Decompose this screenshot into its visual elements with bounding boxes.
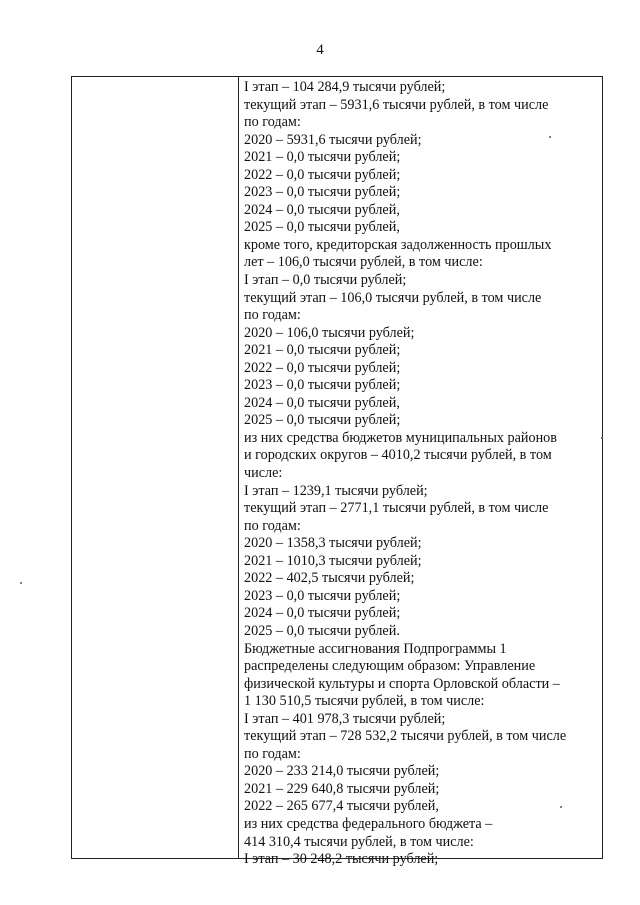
scan-speck [549,136,551,138]
text-line: 2020 – 1358,3 тысячи рублей; [244,535,422,552]
text-line: Бюджетные ассигнования Подпрограммы 1 [244,640,507,657]
text-line: 2021 – 1010,3 тысячи рублей; [244,552,422,569]
text-line: 2022 – 402,5 тысячи рублей; [244,570,415,587]
text-line: 2020 – 233 214,0 тысячи рублей; [244,763,440,780]
text-line: по годам: [244,114,301,131]
text-line: по годам: [244,517,301,534]
scan-speck [601,437,603,439]
text-line: 2020 – 106,0 тысячи рублей; [244,324,415,341]
text-line: 2025 – 0,0 тысячи рублей. [244,622,400,639]
text-line: лет – 106,0 тысячи рублей, в том числе: [244,254,483,271]
text-line: 2022 – 0,0 тысячи рублей; [244,166,401,183]
text-line: из них средства бюджетов муниципальных районов [244,429,557,446]
text-line: 2022 – 265 677,4 тысячи рублей, [244,798,439,815]
scan-speck [20,582,22,584]
text-line: распределены следующим образом: Управление [244,658,536,675]
scan-speck [560,806,562,808]
text-line: текущий этап – 106,0 тысячи рублей, в том числе [244,289,542,306]
text-line: числе: [244,465,283,482]
text-line: текущий этап – 5931,6 тысячи рублей, в том числе [244,96,549,113]
text-line: 2022 – 0,0 тысячи рублей; [244,359,401,376]
text-line: 2021 – 0,0 тысячи рублей; [244,342,401,359]
text-line: 1 130 510,5 тысячи рублей, в том числе: [244,693,485,710]
text-line: из них средства федерального бюджета – [244,815,493,832]
text-line: I этап – 104 284,9 тысячи рублей; [244,79,446,95]
text-line: 414 310,4 тысячи рублей, в том числе: [244,833,474,850]
text-line: по годам: [244,307,301,324]
column-divider [238,77,239,858]
text-line: текущий этап – 728 532,2 тысячи рублей, в том числе [244,728,567,745]
text-line: 2021 – 229 640,8 тысячи рублей; [244,780,440,797]
text-line: I этап – 0,0 тысячи рублей; [244,272,407,289]
text-line: кроме того, кредиторская задолженность прошлых [244,236,552,253]
text-line: 2020 – 5931,6 тысячи рублей; [244,131,422,148]
text-line: I этап – 30 248,2 тысячи рублей; [244,851,439,868]
text-line: 2024 – 0,0 тысячи рублей, [244,394,400,411]
text-line: физической культуры и спорта Орловской области – [244,675,560,692]
text-line: I этап – 401 978,3 тысячи рублей; [244,710,446,727]
text-line: 2023 – 0,0 тысячи рублей; [244,377,401,394]
text-line: 2025 – 0,0 тысячи рублей; [244,412,401,429]
text-line: и городских округов – 4010,2 тысячи рублей, в том [244,447,552,464]
text-line: 2025 – 0,0 тысячи рублей, [244,219,400,236]
text-line: 2024 – 0,0 тысячи рублей; [244,605,401,622]
text-line: I этап – 1239,1 тысячи рублей; [244,482,428,499]
text-line: 2024 – 0,0 тысячи рублей, [244,201,400,218]
text-line: 2021 – 0,0 тысячи рублей; [244,149,401,166]
text-line: текущий этап – 2771,1 тысячи рублей, в том числе [244,500,549,517]
budget-table [71,76,603,868]
text-line: 2023 – 0,0 тысячи рублей; [244,587,401,604]
right-cell-text [244,79,596,869]
text-line: по годам: [244,745,301,762]
page-number: 4 [316,42,324,58]
text-line: 2023 – 0,0 тысячи рублей; [244,184,401,201]
